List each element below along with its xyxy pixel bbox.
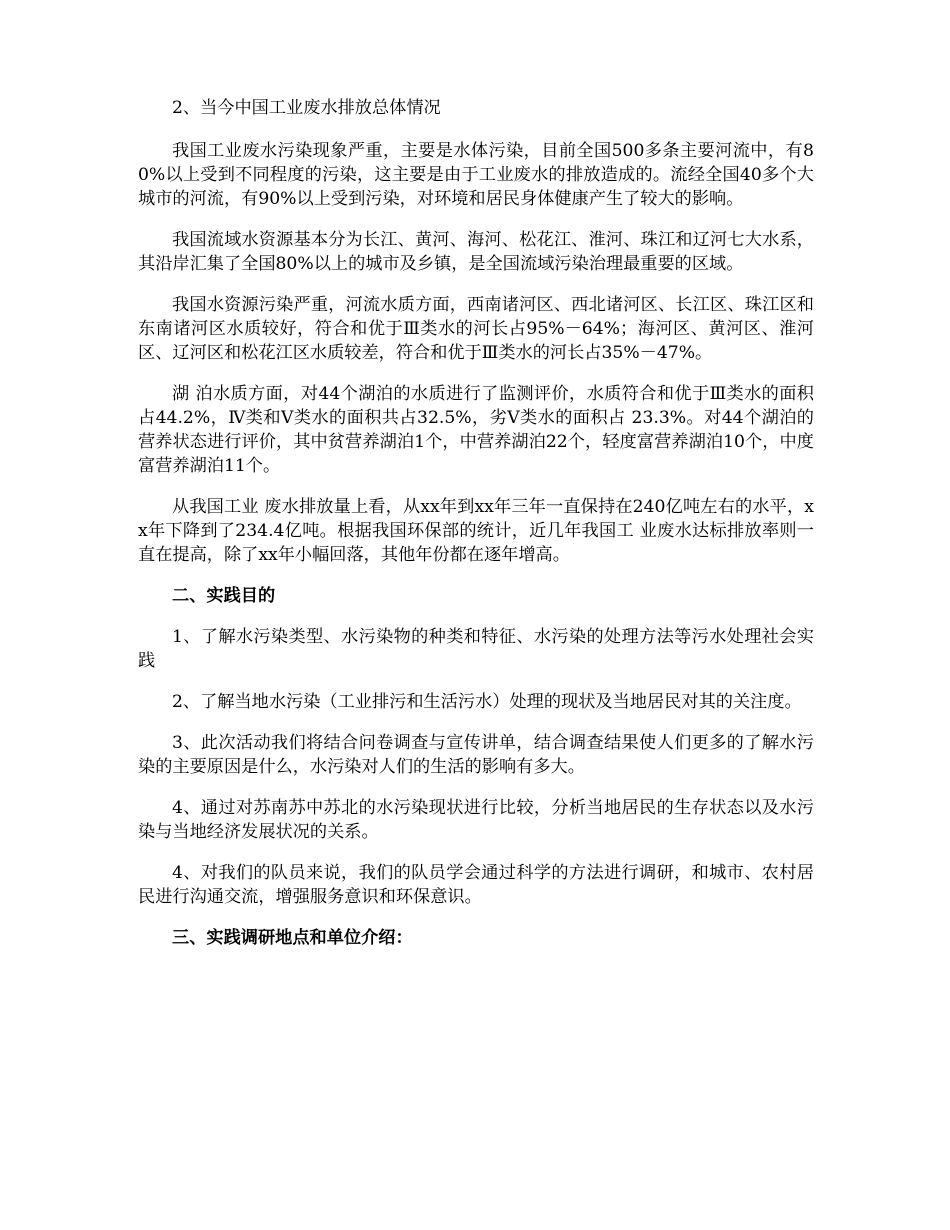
list-item-purpose-2: 2、了解当地水污染（工业排污和生活污水）处理的现状及当地居民对其的关注度。 bbox=[172, 692, 802, 712]
section-heading-practice-purpose: 二、实践目的 bbox=[172, 586, 276, 606]
paragraph-river-systems: 我国流域水资源基本分为长江、黄河、海河、松花江、淮河、珠江和辽河七大水系，其沿岸汇集了全国80%以上的城市及乡镇，是全国流域污染治理最重要的区域。 bbox=[138, 230, 814, 274]
paragraph-discharge-volume: 从我国工业 废水排放量上看，从xx年到xx年三年一直保持在240亿吨左右的水平，xx年下降到了234.4亿吨。根据我国环保部的统计，近几年我国工 业废水达标排放率则一直在提高，除了xx年小幅回落，其他年份都在逐年增高。 bbox=[138, 497, 814, 565]
list-item-purpose-4b: 4、对我们的队员来说，我们的队员学会通过科学的方法进行调研，和城市、农村居民进行沟通交流，增强服务意识和环保意识。 bbox=[138, 863, 814, 907]
section-heading-research-locations: 三、实践调研地点和单位介绍： bbox=[172, 928, 413, 948]
paragraph-river-water-quality: 我国水资源污染严重，河流水质方面，西南诸河区、西北诸河区、长江区、珠江区和东南诸河区水质较好，符合和优于Ⅲ类水的河长占95%－64%；海河区、黄河区、淮河区、辽河区和松花江区水质较差，符合和优于Ⅲ类水的河长占35%－47%。 bbox=[138, 295, 814, 363]
list-item-purpose-4a: 4、通过对苏南苏中苏北的水污染现状进行比较，分析当地居民的生存状态以及水污染与当地经济发展状况的关系。 bbox=[138, 798, 814, 842]
paragraph-lake-water-quality: 湖 泊水质方面，对44个湖泊的水质进行了监测评价，水质符合和优于Ⅲ类水的面积占44.2%，Ⅳ类和Ⅴ类水的面积共占32.5%，劣Ⅴ类水的面积占 23.3%。对44个湖泊的营养状态进行评价，其中贫营养湖泊1个，中营养湖泊22个，轻度富营养湖泊10个，中度富营养湖泊11个。 bbox=[138, 384, 814, 476]
paragraph-wastewater-pollution: 我国工业废水污染现象严重，主要是水体污染，目前全国500多条主要河流中，有80%以上受到不同程度的污染，这主要是由于工业废水的排放造成的。流经全国40多个大城市的河流，有90%以上受到污染，对环境和居民身体健康产生了较大的影响。 bbox=[138, 141, 814, 209]
list-item-purpose-1: 1、了解水污染类型、水污染物的种类和特征、水污染的处理方法等污水处理社会实践 bbox=[138, 627, 814, 671]
paragraph-subheading-industrial-wastewater: 2、当今中国工业废水排放总体情况 bbox=[172, 98, 441, 118]
document-page bbox=[138, 96, 814, 950]
list-item-purpose-3: 3、此次活动我们将结合问卷调查与宣传讲单，结合调查结果使人们更多的了解水污染的主要原因是什么，水污染对人们的生活的影响有多大。 bbox=[138, 733, 814, 777]
